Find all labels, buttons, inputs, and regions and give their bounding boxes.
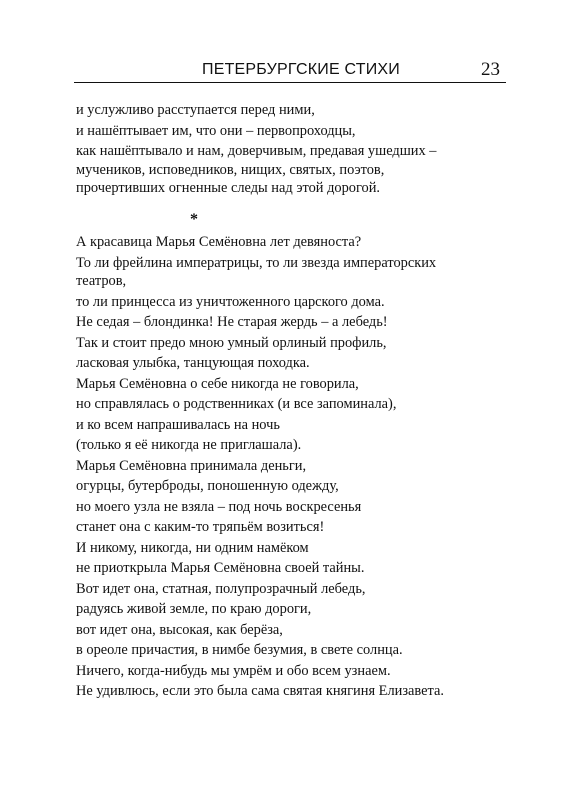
running-title: ПЕТЕРБУРГСКИЕ СТИХИ <box>202 61 400 78</box>
poem-line: и услужливо расступается перед ними, <box>76 102 315 118</box>
poem-line: вот идет она, высокая, как берёза, <box>76 621 283 638</box>
poem-line: Не седая – блондинка! Не старая жердь – а лебедь! <box>76 314 388 330</box>
poem-line: но справлялась о родственниках (и все запоминала), <box>76 396 397 412</box>
page-number: 23 <box>481 59 500 80</box>
poem-line: то ли принцесса из уничтоженного царского дома. <box>76 293 385 310</box>
poem-line: Не удивлюсь, если это была сама святая княгиня Елизавета. <box>76 683 444 699</box>
poem-line: (только я её никогда не приглашала). <box>76 437 302 453</box>
poem-line: станет она с каким-то тряпьём возиться! <box>76 519 325 535</box>
stanza-separator: * <box>190 211 198 228</box>
poem-line: и нашёптывает им, что они – первопроходцы, <box>76 122 356 139</box>
poem-line: радуясь живой земле, по краю дороги, <box>76 601 312 617</box>
poem-line: прочертивших огненные следы над этой дорогой. <box>76 180 381 196</box>
poem-line: Марья Семёновна принимала деньги, <box>76 457 307 474</box>
poem-line: Так и стоит предо мною умный орлиный профиль, <box>76 334 387 351</box>
poem-line: ласковая улыбка, танцующая походка. <box>76 355 310 371</box>
poem-line: не приоткрыла Марья Семёновна своей тайны. <box>76 560 365 576</box>
poem-line: как нашёптывало и нам, доверчивым, предавая ушедших – <box>76 143 437 159</box>
stanza-2 <box>76 232 516 702</box>
poem-line: мучеников, исповедников, нищих, святых, поэтов, <box>76 161 385 178</box>
poem-line: То ли фрейлина императрицы, то ли звезда императорских <box>76 254 437 271</box>
poem-line: и ко всем напрашивалась на ночь <box>76 416 280 433</box>
poem-line: Марья Семёновна о себе никогда не говорила, <box>76 375 359 392</box>
poem-line: но моего узла не взяла – под ночь воскресенья <box>76 498 362 515</box>
poem-line: И никому, никогда, ни одним намёком <box>76 539 309 556</box>
poem-line: театров, <box>76 273 127 289</box>
poem-line: в ореоле причастия, в нимбе безумия, в свете солнца. <box>76 642 403 658</box>
poem-line: Ничего, когда-нибудь мы умрём и обо всем узнаем. <box>76 662 391 679</box>
poem-line: А красавица Марья Семёновна лет девяноста? <box>76 234 362 250</box>
poem-line: Вот идет она, статная, полупрозрачный лебедь, <box>76 580 366 597</box>
stanza-1 <box>76 100 516 199</box>
poem-line: огурцы, бутерброды, поношенную одежду, <box>76 478 339 494</box>
page-header <box>74 58 506 83</box>
